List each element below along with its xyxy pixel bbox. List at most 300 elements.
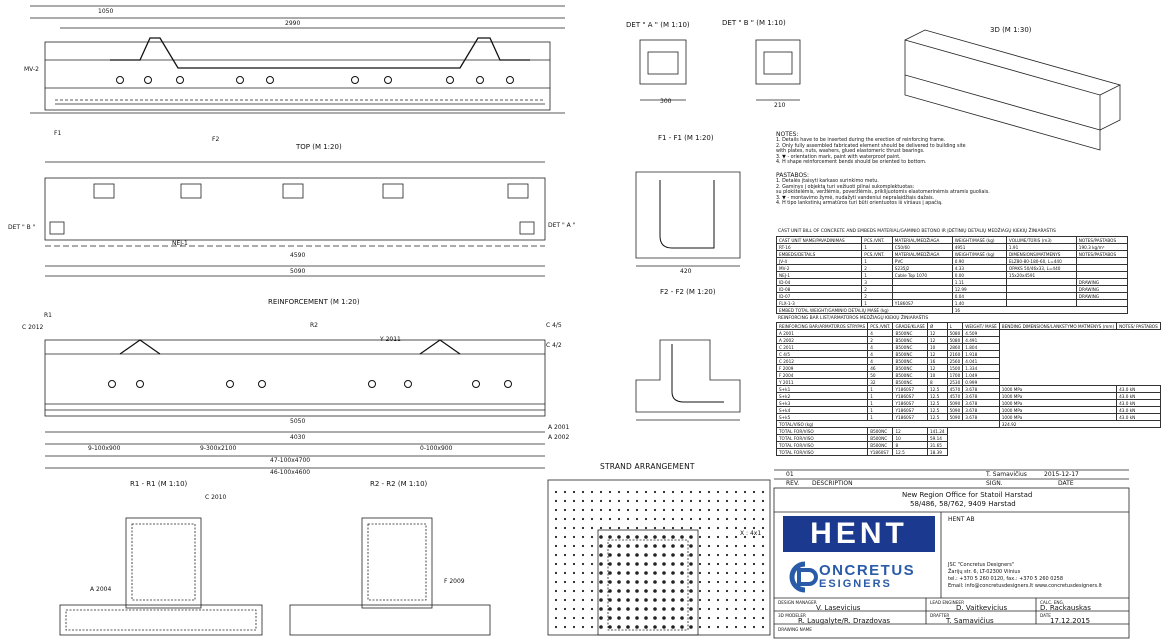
strand-point	[600, 491, 602, 493]
strand-point	[555, 527, 557, 529]
strand-point	[680, 607, 684, 611]
dim-2990: 2990	[285, 20, 301, 27]
strand-point	[680, 562, 684, 566]
table-cell: B500NC	[893, 337, 927, 344]
note-line: 2. Only fully assembled fabricated element should be delivered to building site	[776, 143, 966, 149]
strand-point	[726, 491, 728, 493]
dim-5090-top: 5090	[290, 268, 306, 275]
table-cell: 10	[927, 344, 947, 351]
strand-point	[671, 625, 675, 629]
total-viso-label: TOTAL/VISO (kg)	[777, 421, 1000, 428]
table-cell: Y1860S7	[893, 414, 927, 421]
prestress-value: 1000 MPa	[999, 400, 1116, 407]
table-cell: 31.65	[927, 442, 947, 449]
strand-point	[573, 536, 575, 538]
strand-point	[753, 581, 755, 583]
view-3d-title: 3D (M 1:30)	[990, 26, 1032, 34]
strand-point	[582, 590, 584, 592]
table-row	[777, 393, 1161, 400]
strand-point	[626, 580, 630, 584]
strand-point	[644, 598, 648, 602]
table-cell: 4.509	[963, 330, 1000, 337]
strand-point	[626, 544, 630, 548]
strand-point	[717, 590, 719, 592]
table-cell: 8	[927, 379, 947, 386]
cd-company: JSC "Concretus Designers"	[948, 562, 1015, 568]
strand-point	[762, 563, 764, 565]
table-cell: 1.334	[963, 365, 1000, 372]
note-line: 3. ▼ - orientation mark, paint with waterproof paint.	[776, 154, 901, 160]
strand-point	[626, 571, 630, 575]
dim-1050: 1050	[98, 8, 114, 15]
strand-point	[591, 581, 593, 583]
note-lt-line: 4. H tipo lankstinių armatūros turi būti orientuotos iš viršaus į apačią.	[776, 201, 943, 207]
bom-total-value: 16	[952, 307, 1127, 314]
strand-point	[762, 581, 764, 583]
strand-point	[726, 527, 728, 529]
strand-point	[617, 616, 621, 620]
strand-point	[626, 589, 630, 593]
table-cell: 1500	[947, 365, 963, 372]
table-cell: 59.14	[927, 435, 947, 442]
strand-point	[735, 527, 737, 529]
strand-point	[717, 563, 719, 565]
strand-point	[663, 527, 665, 529]
strand-point	[744, 608, 746, 610]
table-header-cell: Ø	[927, 323, 947, 330]
strand-point	[680, 598, 684, 602]
strand-point	[708, 509, 710, 511]
strand-point	[744, 509, 746, 511]
strand-point	[735, 491, 737, 493]
strand-point	[618, 509, 620, 511]
strand-point	[564, 590, 566, 592]
dim-4590: 4590	[290, 252, 306, 259]
strand-point	[717, 608, 719, 610]
strand-point	[618, 491, 620, 493]
strand-point	[717, 554, 719, 556]
strand-point	[671, 598, 675, 602]
strand-point	[573, 599, 575, 601]
strand-point	[680, 544, 684, 548]
table-cell: 2160	[947, 351, 963, 358]
strand-point	[753, 491, 755, 493]
table-cell: 1	[862, 244, 893, 251]
strand-point	[762, 545, 764, 547]
table-cell: ID-08	[777, 286, 862, 293]
table-cell: 1	[862, 272, 893, 279]
table-cell: 12.5	[927, 414, 947, 421]
table-cell: B500NC	[893, 372, 927, 379]
table-cell: 190.3 kg/m³	[1076, 244, 1127, 251]
strand-point	[582, 491, 584, 493]
table-cell: MATERIAL/MEDŽIAGA	[892, 251, 952, 258]
lead-engineer-label: LEAD ENGINEER	[930, 600, 964, 605]
strand-point	[735, 617, 737, 619]
strand-point	[762, 527, 764, 529]
strand-point	[635, 544, 639, 548]
table-cell: 12	[927, 330, 947, 337]
table-row	[777, 293, 1128, 300]
strand-point	[591, 491, 593, 493]
table-cell: Y 2011	[777, 379, 868, 386]
table-cell: 3	[862, 279, 893, 286]
notes-title: NOTES:	[776, 131, 799, 138]
strand-point	[762, 554, 764, 556]
strand-point	[662, 544, 666, 548]
strand-point	[653, 616, 657, 620]
strand-point	[689, 571, 693, 575]
date-header: DATE	[1058, 480, 1074, 487]
strand-point	[653, 544, 657, 548]
dim-seq5: 46-100x4600	[270, 469, 311, 476]
strand-point	[636, 527, 638, 529]
table-cell: 1	[862, 300, 893, 307]
strand-point	[636, 509, 638, 511]
strand-point	[762, 536, 764, 538]
strand-point	[582, 563, 584, 565]
table-cell: 3.678	[963, 393, 1000, 400]
table-cell: DIMENSIONS/MATMENYS	[1006, 251, 1076, 258]
strand-point	[753, 545, 755, 547]
strand-point	[699, 563, 701, 565]
a2001-label: A 2001	[548, 424, 570, 431]
strand-point	[582, 536, 584, 538]
strand-point	[627, 518, 629, 520]
strand-point	[717, 599, 719, 601]
section-r1-title: R1 - R1 (M 1:10)	[130, 480, 188, 488]
strand-point	[564, 626, 566, 628]
section-f1-title: F1 - F1 (M 1:20)	[658, 134, 714, 142]
bom-title: CAST UNIT BILL OF CONCRETE AND EMBEDS MATERIAL/GAMINIO BETONO IR ĮDĖTINIŲ DETALIŲ MEDŽIAGŲ KIEKIŲ ŽINIARAŠTIS	[778, 229, 1056, 234]
table-header-cell: GRADE/KLASĖ	[893, 323, 927, 330]
table-cell: 5090	[947, 407, 963, 414]
table-header-cell: REINFORCING BAR/ARMATŪROS STRYPAS	[777, 323, 868, 330]
prestress-value: 1000 MPa	[999, 407, 1116, 414]
strand-point	[717, 581, 719, 583]
table-cell: 2860	[947, 344, 963, 351]
strand-point	[744, 590, 746, 592]
strand-point	[699, 545, 701, 547]
strand-point	[555, 581, 557, 583]
table-cell	[892, 293, 952, 300]
strand-point	[726, 572, 728, 574]
table-cell: 2	[862, 265, 893, 272]
table-cell: B500NC	[893, 365, 927, 372]
section-f2-title: F2 - F2 (M 1:20)	[660, 288, 716, 296]
strand-point	[662, 562, 666, 566]
prestress-force: 43.0 kN	[1117, 407, 1161, 414]
strand-point	[689, 607, 693, 611]
table-cell: 141.24	[927, 428, 947, 435]
calc-engineer-label: CALC. ENG.	[1040, 600, 1065, 605]
strand-point	[717, 536, 719, 538]
table-header-cell: WEIGHT/ MASĖ	[963, 323, 1000, 330]
revision-number: 01	[786, 471, 794, 478]
table-cell: B500NC	[893, 358, 927, 365]
table-cell: 4.041	[963, 358, 1000, 365]
strand-point	[690, 527, 692, 529]
det-a-callout: DET " A "	[548, 222, 576, 229]
note-lt-line: su plokštelėmis, veržlėmis, poveržlėmis, priklijuotomis elastomerinėmis atramis guoliais.	[776, 190, 990, 196]
strand-point	[680, 580, 684, 584]
notes-list	[776, 138, 966, 166]
strand-point	[744, 563, 746, 565]
strand-point	[762, 626, 764, 628]
table-header-cell: MATERIAL/MEDŽIAGA	[892, 237, 952, 244]
strand-point	[644, 553, 648, 557]
strand-point	[717, 572, 719, 574]
strand-point	[644, 580, 648, 584]
strand-point	[717, 527, 719, 529]
strand-point	[744, 626, 746, 628]
strand-point	[618, 500, 620, 502]
strand-point	[726, 581, 728, 583]
strand-point	[617, 580, 621, 584]
table-cell: DRAWING	[1076, 293, 1127, 300]
table-header-cell: L	[947, 323, 963, 330]
table-row	[777, 414, 1161, 421]
table-row	[777, 251, 1128, 258]
table-header-cell: BENDING DIMENSIONS/LANKSTYMO MATMENYS (mm)	[999, 323, 1116, 330]
table-cell: 2	[862, 286, 893, 293]
strand-point	[735, 626, 737, 628]
table-header-cell: WEIGHT/MASĖ (kg)	[952, 237, 1006, 244]
strand-point	[644, 616, 648, 620]
strand-point	[762, 590, 764, 592]
section-f2-mark: F2	[212, 136, 220, 143]
strand-point	[663, 518, 665, 520]
strand-point	[672, 527, 674, 529]
table-cell: 16	[927, 358, 947, 365]
strand-point	[573, 608, 575, 610]
strand-point	[627, 509, 629, 511]
strand-point	[753, 608, 755, 610]
strand-point	[708, 491, 710, 493]
table-cell: A 2002	[777, 337, 868, 344]
strand-point	[609, 491, 611, 493]
strand-point	[699, 608, 701, 610]
strand-point	[708, 617, 710, 619]
table-cell: 12	[927, 351, 947, 358]
strand-point	[662, 571, 666, 575]
calc-engineer: D. Rackauskas	[1040, 604, 1091, 612]
table-cell: DRAWING	[1076, 286, 1127, 293]
table-cell: 1.91	[1006, 244, 1076, 251]
strand-point	[690, 500, 692, 502]
strand-point	[708, 590, 710, 592]
strand-point	[744, 518, 746, 520]
strand-point	[753, 572, 755, 574]
strand-point	[644, 535, 648, 539]
strand-point	[689, 616, 693, 620]
table-cell: NOTES/PASTABOS	[1076, 251, 1127, 258]
strand-point	[653, 607, 657, 611]
table-header-row	[777, 323, 1161, 330]
table-cell: B500NC	[893, 330, 927, 337]
strand-point	[662, 598, 666, 602]
table-cell: 50	[868, 372, 893, 379]
strand-point	[753, 563, 755, 565]
strand-point	[573, 590, 575, 592]
strand-point	[753, 509, 755, 511]
table-cell: 12.5	[927, 393, 947, 400]
strand-point	[564, 509, 566, 511]
strand-point	[635, 589, 639, 593]
strand-point	[626, 562, 630, 566]
table-cell: ID-04	[777, 279, 862, 286]
rebar-table	[776, 322, 1161, 456]
strand-point	[600, 500, 602, 502]
table-cell: 4570	[947, 386, 963, 393]
table-cell	[1006, 286, 1076, 293]
strand-point	[717, 626, 719, 628]
strand-point	[591, 509, 593, 511]
dim-seq2: 9-300x2100	[200, 445, 237, 452]
table-cell: ID-07	[777, 293, 862, 300]
table-cell	[1076, 272, 1127, 279]
strand-point	[627, 491, 629, 493]
table-cell: 1	[868, 386, 893, 393]
strand-point	[680, 571, 684, 575]
drafter: T. Samavičius	[946, 617, 994, 625]
strand-point	[608, 544, 612, 548]
strand-point	[645, 500, 647, 502]
c42-label: C 4/2	[546, 342, 562, 349]
table-cell: S+k5	[777, 414, 868, 421]
strand-point	[608, 625, 612, 629]
strand-point	[717, 509, 719, 511]
strand-point	[671, 580, 675, 584]
strand-point	[689, 598, 693, 602]
strand-point	[591, 536, 593, 538]
prestress-value: 1000 MPa	[999, 393, 1116, 400]
table-cell: B500NC	[893, 379, 927, 386]
strand-point	[735, 554, 737, 556]
table-cell: 5090	[947, 414, 963, 421]
strand-point	[662, 607, 666, 611]
strand-point	[653, 562, 657, 566]
strand-point	[662, 625, 666, 629]
table-row	[777, 337, 1161, 344]
strand-point	[564, 536, 566, 538]
strand-point	[699, 536, 701, 538]
strand-point	[708, 500, 710, 502]
table-cell: Y1860S7	[892, 300, 952, 307]
table-cell: 1700	[947, 372, 963, 379]
strand-point	[708, 518, 710, 520]
strand-point	[708, 581, 710, 583]
strand-point	[744, 500, 746, 502]
strand-point	[672, 491, 674, 493]
strand-point	[671, 616, 675, 620]
table-cell: ELZ80-80-180-60, L=440	[1006, 258, 1076, 265]
strand-point	[753, 617, 755, 619]
strand-point	[726, 500, 728, 502]
strand-point	[582, 599, 584, 601]
table-cell: 12	[893, 428, 927, 435]
strand-point	[573, 527, 575, 529]
strand-point	[582, 581, 584, 583]
rev-header: REV.	[786, 480, 800, 487]
strand-point	[681, 527, 683, 529]
a2002-label: A 2002	[548, 434, 570, 441]
strand-point	[635, 553, 639, 557]
table-cell: 46	[868, 365, 893, 372]
c2010-label: C 2010	[205, 494, 227, 501]
strand-point	[555, 509, 557, 511]
strand-point	[582, 572, 584, 574]
prestress-value: 1000 MPa	[999, 414, 1116, 421]
table-cell: S+k1	[777, 386, 868, 393]
strand-point	[599, 607, 603, 611]
table-row	[777, 258, 1128, 265]
table-cell: 12.5	[893, 449, 927, 456]
strand-point	[635, 607, 639, 611]
strand-point	[726, 554, 728, 556]
strand-point	[555, 554, 557, 556]
strand-point	[671, 607, 675, 611]
reinforcement-view-title: REINFORCEMENT (M 1:20)	[268, 298, 360, 306]
table-cell: Y1860S7	[893, 400, 927, 407]
table-cell	[1006, 293, 1076, 300]
strand-point	[735, 599, 737, 601]
strand-point	[555, 572, 557, 574]
notes-lt-list	[776, 179, 990, 207]
table-cell: 2	[862, 293, 893, 300]
strand-point	[573, 563, 575, 565]
design-manager: V. Lasevicius	[816, 604, 861, 612]
strand-point	[717, 617, 719, 619]
strand-point	[726, 626, 728, 628]
strand-point	[645, 509, 647, 511]
strand-point	[564, 518, 566, 520]
strand-point	[617, 571, 621, 575]
table-cell: 12.5	[927, 407, 947, 414]
table-cell: B500NC	[893, 344, 927, 351]
strand-point	[681, 509, 683, 511]
dim-det-a: 300	[660, 98, 672, 105]
strand-point	[617, 535, 621, 539]
strand-point	[644, 607, 648, 611]
strand-point	[617, 553, 621, 557]
strand-point	[726, 509, 728, 511]
table-cell: C 2011	[777, 344, 868, 351]
table-row	[777, 435, 1161, 442]
section-f1-mark: F1	[54, 130, 62, 137]
strand-point	[591, 527, 593, 529]
strand-point	[626, 607, 630, 611]
strand-point	[708, 608, 710, 610]
date-label: DATE	[1040, 613, 1051, 618]
strand-point	[744, 545, 746, 547]
prestress-force: 43.0 kN	[1117, 393, 1161, 400]
strand-point	[582, 617, 584, 619]
section-r1-mark: R1	[44, 312, 52, 319]
table-cell: TOTAL FOR/VISO	[777, 449, 868, 456]
strand-point	[626, 535, 630, 539]
strand-point	[653, 571, 657, 575]
strand-point	[582, 509, 584, 511]
table-cell: WEIGHT/MASĖ (kg)	[952, 251, 1006, 258]
table-cell: 1	[868, 414, 893, 421]
strand-point	[699, 527, 701, 529]
table-row	[777, 286, 1128, 293]
table-row	[777, 344, 1161, 351]
strand-point	[689, 562, 693, 566]
table-cell: 4951	[952, 244, 1006, 251]
table-header-cell: NOTES/ PASTABOS	[1117, 323, 1161, 330]
